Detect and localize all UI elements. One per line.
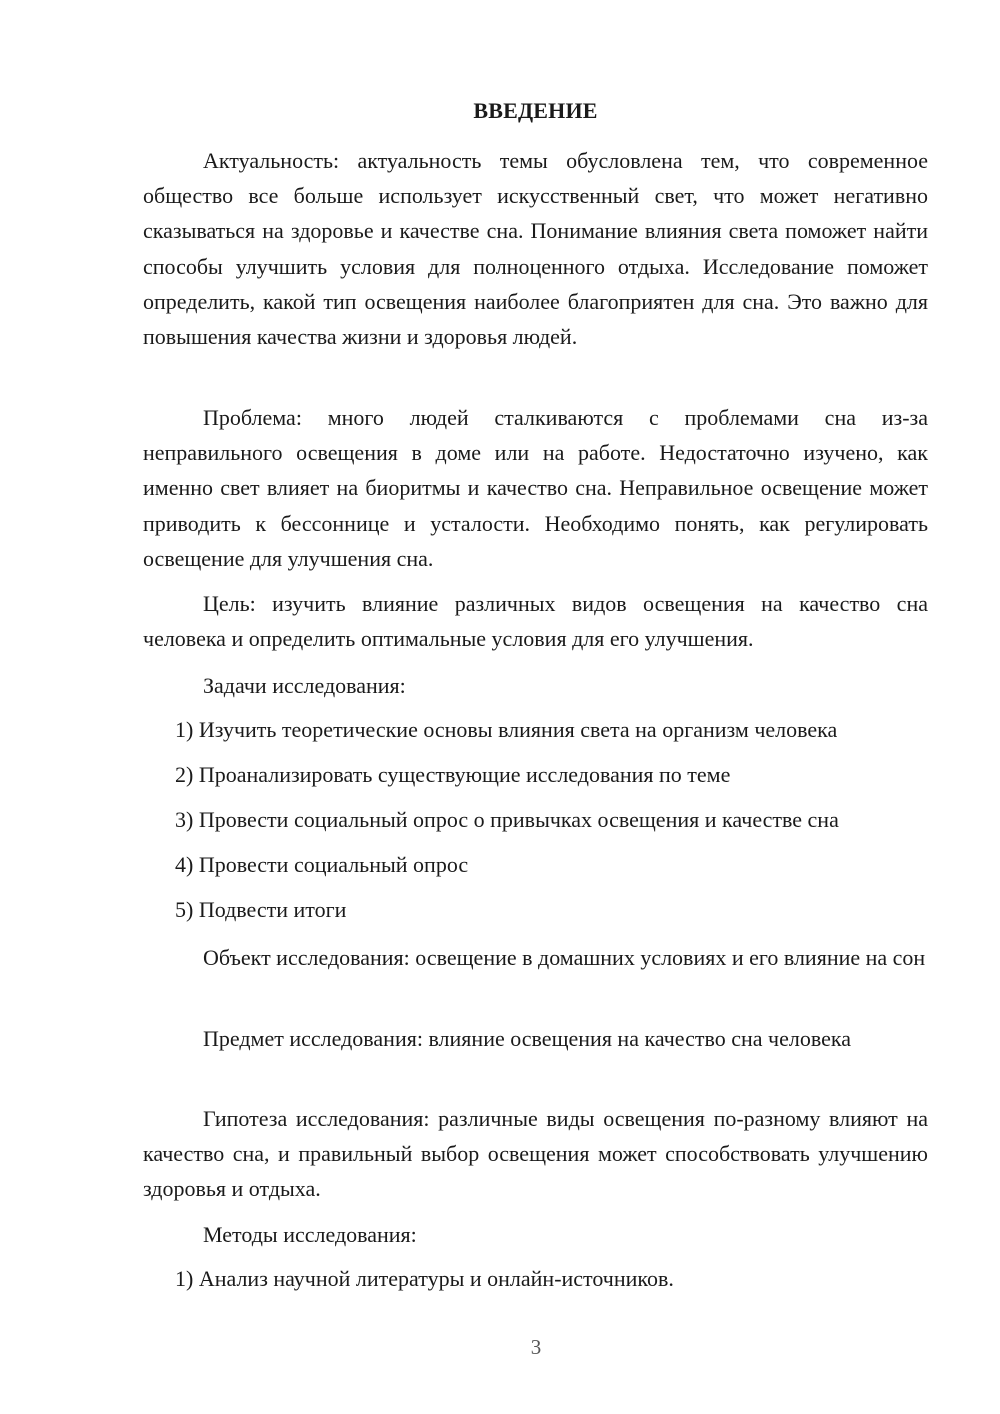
task-item-3: 3) Провести социальный опрос о привычках освещения и качестве сна	[175, 807, 839, 832]
task-item-5: 5) Подвести итоги	[175, 897, 347, 922]
paragraph-hypothesis: Гипотеза исследования: различные виды освещения по-разному влияют на качество сна, и правильный выбор освещения может способствовать улучшению здоровья и отдыха.	[143, 1106, 928, 1202]
page-title: ВВЕДЕНИЕ	[473, 98, 598, 123]
task-item-4: 4) Провести социальный опрос	[175, 852, 469, 877]
paragraph-goal: Цель: изучить влияние различных видов освещения на качество сна человека и определить оптимальные условия для его улучшения.	[143, 591, 928, 652]
methods-heading: Методы исследования:	[203, 1222, 417, 1247]
method-item-1: 1) Анализ научной литературы и онлайн-источников.	[175, 1266, 674, 1291]
task-item-2: 2) Проанализировать существующие исследования по теме	[175, 762, 731, 787]
tasks-heading: Задачи исследования:	[203, 673, 406, 698]
paragraph-relevance: Актуальность: актуальность темы обусловлена тем, что современное общество все больше использует искусственный свет, что может негативно сказываться на здоровье и качестве сна. Понимание влияния света поможет найти способы улучшить условия для полноценного отдыха. Исследование поможет определить, какой тип освещения наиболее благоприятен для сна. Это важно для повышения качества жизни и здоровья людей.	[143, 148, 928, 350]
paragraph-problem: Проблема: много людей сталкиваются с проблемами сна из-за неправильного освещения в доме или на работе. Недостаточно изучено, как именно свет влияет на биоритмы и качество сна. Неправильное освещение может приводить к бессоннице и усталости. Необходимо понять, как регулировать освещение для улучшения сна.	[143, 405, 928, 571]
paragraph-object: Объект исследования: освещение в домашних условиях и его влияние на сон	[203, 945, 926, 970]
page-number: 3	[530, 1335, 542, 1359]
paragraph-subject: Предмет исследования: влияние освещения на качество сна человека	[203, 1026, 851, 1051]
task-item-1: 1) Изучить теоретические основы влияния света на организм человека	[175, 717, 838, 742]
